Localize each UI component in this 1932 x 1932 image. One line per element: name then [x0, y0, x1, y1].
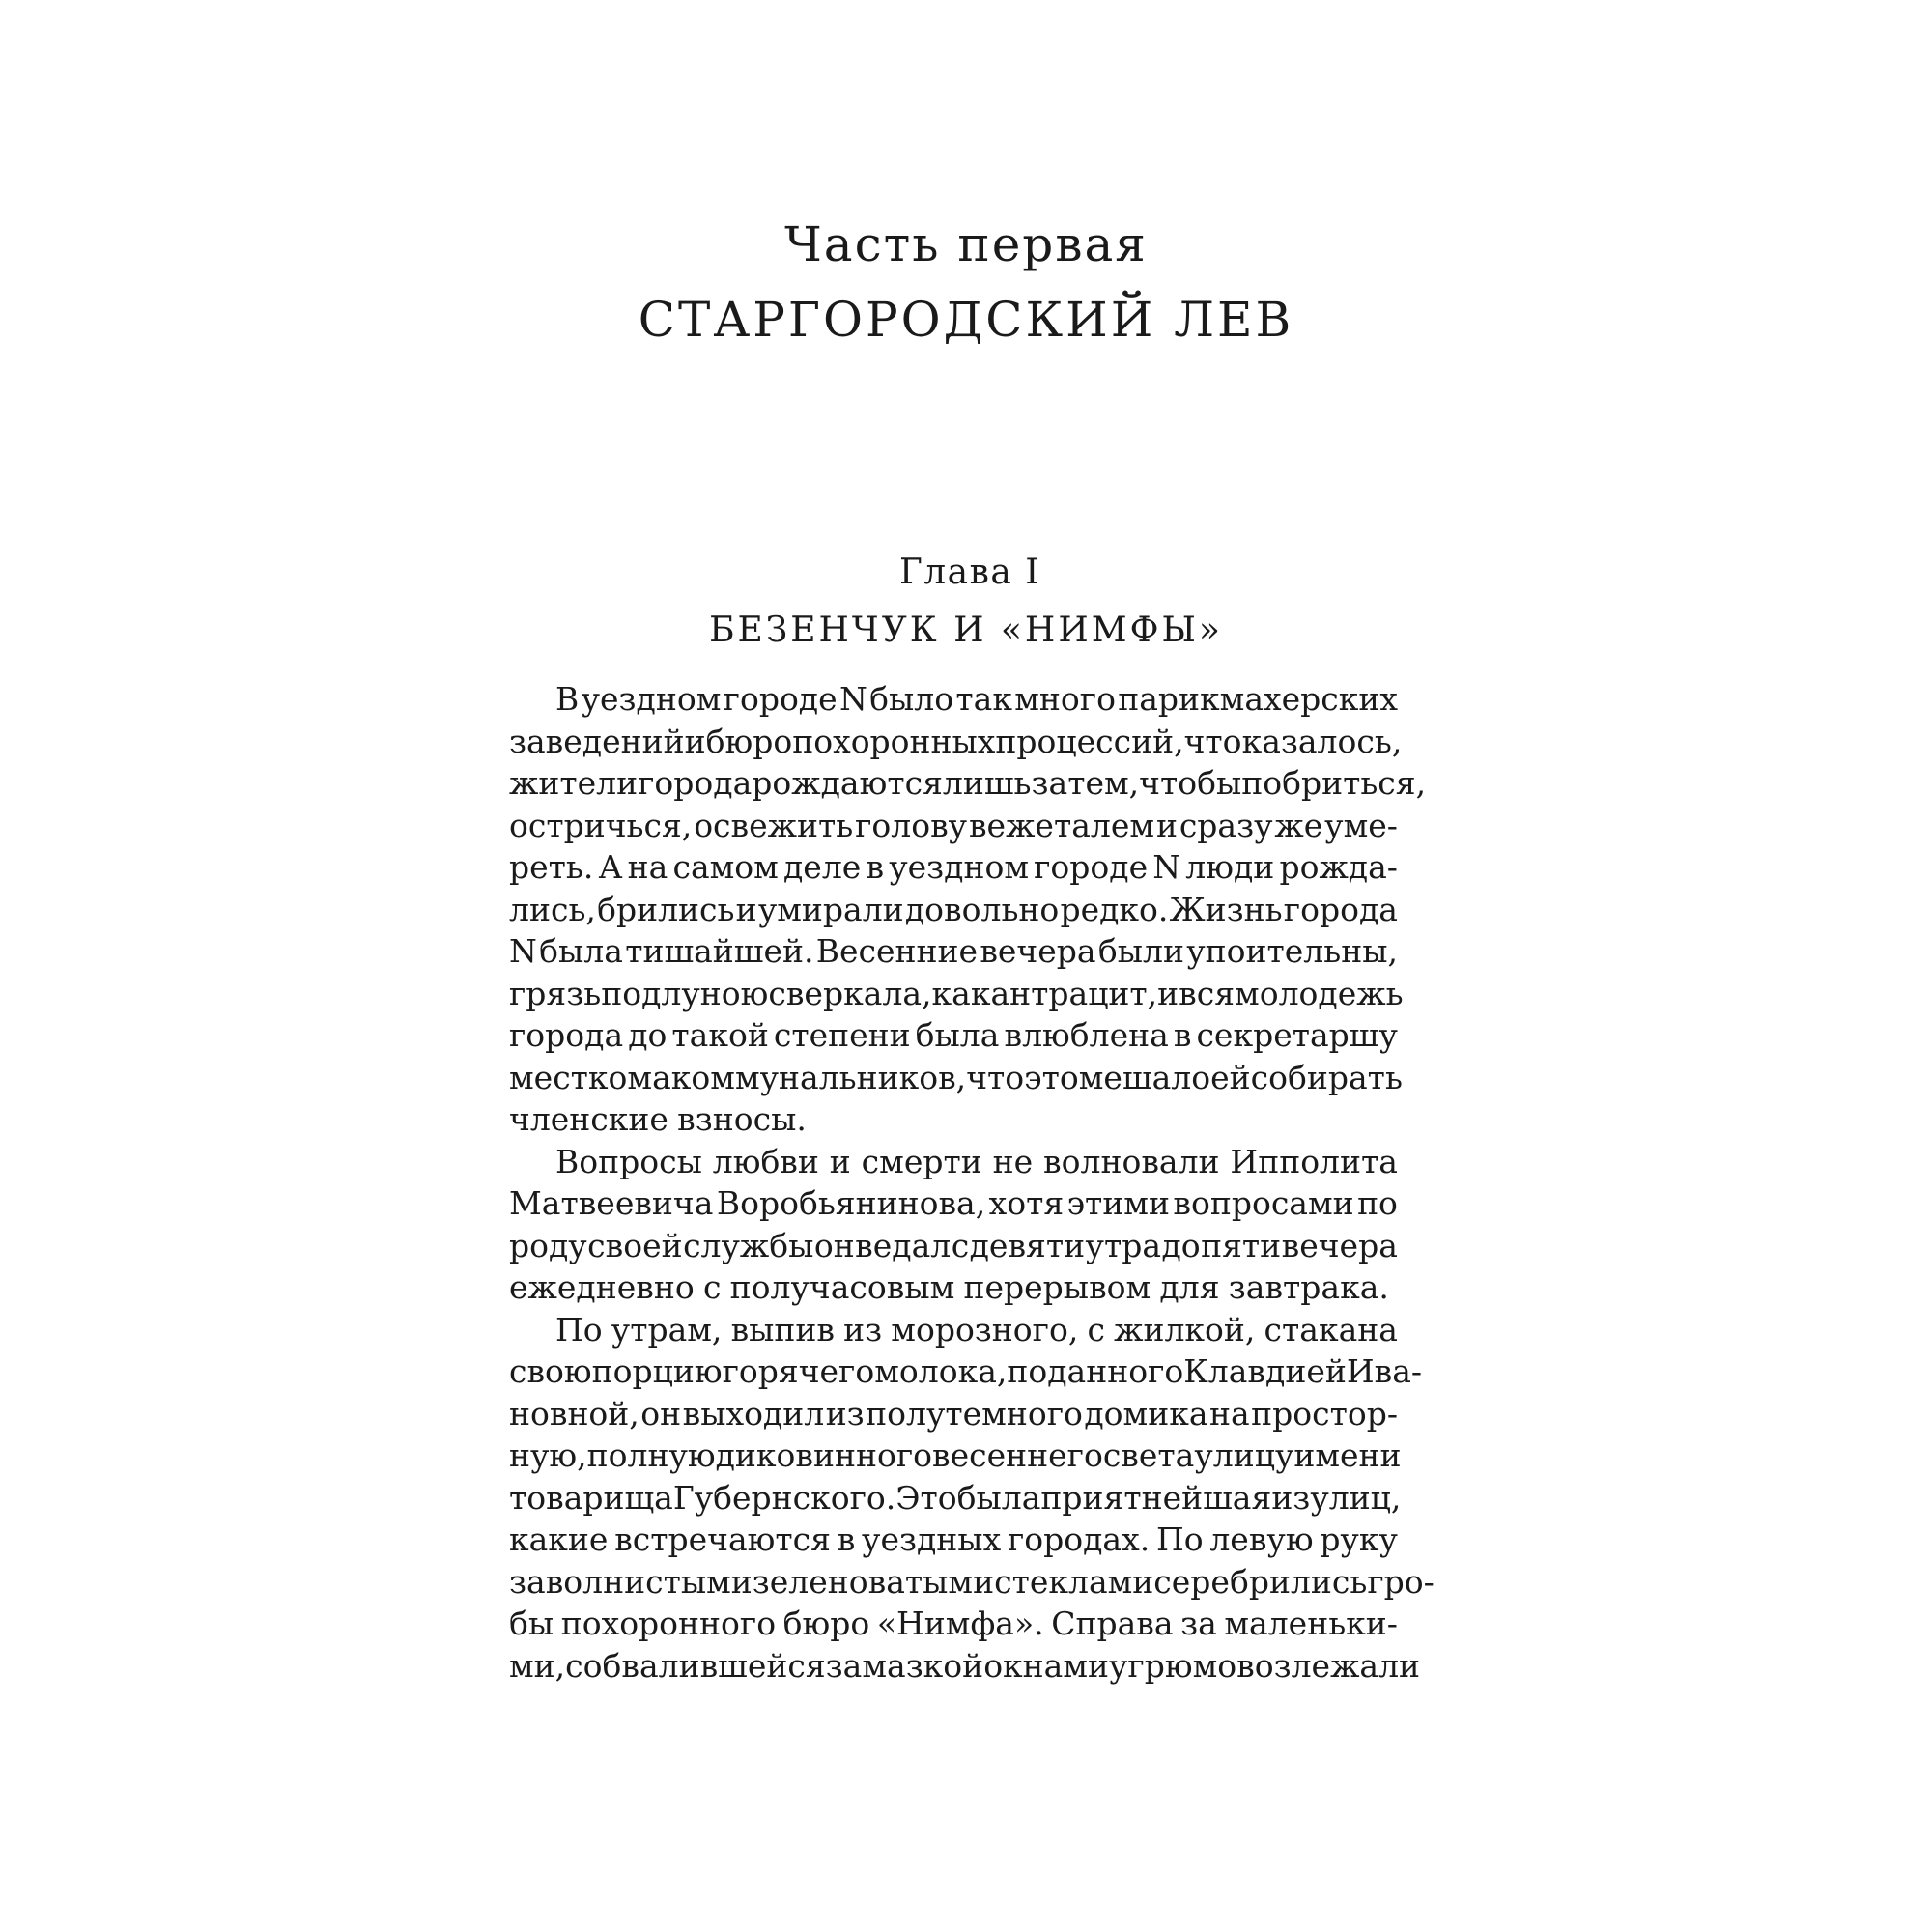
word: Ипполита: [1230, 1142, 1398, 1180]
word: по: [1357, 1184, 1398, 1222]
word: поданного: [1007, 1352, 1184, 1390]
word: и: [829, 1142, 851, 1180]
word: порцию: [591, 1352, 723, 1390]
word: в: [837, 1520, 856, 1558]
word: сразу: [1179, 806, 1273, 844]
word: В: [555, 680, 580, 718]
word: Ива-: [1346, 1352, 1423, 1390]
word: была: [539, 932, 623, 970]
word: выходил: [682, 1394, 825, 1433]
text-line: [509, 762, 1427, 805]
word: вопросами: [1173, 1184, 1354, 1222]
word: брились: [597, 890, 735, 928]
word: была: [915, 1016, 1000, 1054]
word: домика: [1084, 1394, 1208, 1433]
word: похоронных: [792, 722, 996, 760]
word: серебрились: [1153, 1562, 1368, 1601]
word: он: [813, 1226, 855, 1264]
word: свою: [509, 1352, 592, 1390]
word: приятнейшая: [1040, 1478, 1272, 1517]
word: и: [735, 890, 757, 928]
text-line: [509, 1014, 1398, 1057]
word: в: [866, 848, 885, 886]
word: замазкой: [825, 1646, 984, 1685]
part-label: Часть первая: [784, 216, 1148, 272]
word: руку: [1320, 1520, 1398, 1558]
word: диковинного: [715, 1436, 933, 1474]
text-line: [509, 1393, 1398, 1435]
word: смерти: [861, 1142, 982, 1180]
word: Весенние: [815, 932, 979, 970]
word: что: [1183, 722, 1242, 760]
word: перерывом: [963, 1268, 1151, 1306]
word: секретаршу: [1196, 1016, 1398, 1054]
text-line: [509, 1182, 1398, 1225]
word: города: [638, 764, 753, 802]
word: парикмахерских: [1118, 680, 1398, 718]
word: чтобы: [1139, 764, 1242, 802]
word: стеклами: [994, 1562, 1154, 1601]
word: из: [843, 1310, 883, 1349]
word: были: [1097, 932, 1184, 970]
text-line: [509, 805, 1398, 847]
word: довольно: [904, 890, 1060, 928]
word: была: [956, 1478, 1041, 1517]
word: и: [1157, 974, 1179, 1012]
text-line: [509, 1309, 1398, 1351]
part-title: СТАРГОРОДСКИЙ ЛЕВ: [638, 292, 1294, 348]
word: света: [1102, 1436, 1195, 1474]
word: возлежали: [1236, 1646, 1421, 1685]
word: вся: [1179, 974, 1236, 1012]
word: «Нимфа».: [876, 1605, 1044, 1642]
text-line: [509, 1350, 1423, 1393]
word: уездном: [581, 680, 722, 718]
text-line: [509, 1266, 1398, 1309]
word: такой: [671, 1016, 769, 1054]
word: угрюмо: [1109, 1646, 1237, 1685]
word: в: [1173, 1016, 1192, 1054]
text-line: [509, 1519, 1398, 1561]
word: тишайшей.: [625, 932, 814, 970]
chapter-title: БЕЗЕНЧУК И «НИМФЫ»: [709, 611, 1223, 650]
word: с: [1087, 1310, 1105, 1349]
word: бюро: [705, 722, 793, 760]
word: затем,: [1031, 764, 1140, 802]
word: завтрака.: [1228, 1268, 1389, 1306]
text-line: [509, 846, 1398, 889]
text-line: [509, 1603, 1398, 1645]
word: утра: [1085, 1226, 1162, 1264]
word: вечера: [1281, 1226, 1398, 1264]
word: из: [825, 1394, 865, 1433]
text-line: [509, 1435, 1402, 1477]
word: окнами: [983, 1646, 1110, 1685]
word: ежедневно: [509, 1268, 695, 1306]
word: до: [1161, 1226, 1201, 1264]
word: гро-: [1367, 1562, 1435, 1601]
word: пяти: [1201, 1226, 1282, 1264]
word: весеннего: [932, 1436, 1103, 1474]
word: лишь: [942, 764, 1032, 802]
word: улиц,: [1310, 1478, 1402, 1517]
word: простор-: [1251, 1394, 1398, 1433]
word: антрацит,: [990, 974, 1158, 1012]
word: сверкала,: [768, 974, 932, 1012]
word: А: [598, 848, 623, 886]
word: города: [509, 1016, 624, 1054]
word: ми,: [509, 1646, 566, 1685]
chapter-label: Глава I: [898, 553, 1041, 592]
word: рождаются: [752, 764, 943, 802]
word: хотя: [988, 1184, 1065, 1222]
text-line: [509, 1645, 1421, 1688]
word: своей: [587, 1226, 683, 1264]
word: зеленоватыми: [752, 1562, 995, 1601]
word: так: [955, 680, 1012, 718]
word: молодежь: [1235, 974, 1404, 1012]
word: не: [992, 1142, 1034, 1180]
word: остричься,: [509, 806, 693, 844]
word: это: [1024, 1058, 1079, 1096]
word: Матвеевича: [509, 1184, 714, 1222]
word: месткома: [509, 1058, 671, 1096]
word: лись,: [509, 890, 596, 928]
word: уездных: [862, 1520, 1002, 1558]
word: городе: [1034, 848, 1149, 886]
word: девяти: [969, 1226, 1086, 1264]
word: городах.: [1007, 1520, 1151, 1558]
word: Клавдией: [1183, 1352, 1347, 1390]
word: товарища: [509, 1478, 673, 1517]
word: редко.: [1060, 890, 1169, 928]
word: мешало: [1078, 1058, 1211, 1096]
word: Это: [895, 1478, 957, 1517]
text-line: [509, 1477, 1402, 1520]
word: самом: [672, 848, 779, 886]
word: и: [684, 722, 706, 760]
word: полутемного: [866, 1394, 1083, 1433]
word: жилкой,: [1114, 1310, 1256, 1349]
word: получасовым: [729, 1268, 955, 1306]
word: вечера: [980, 932, 1096, 970]
word: было: [869, 680, 954, 718]
word: горячего: [722, 1352, 875, 1390]
word: встречаются: [614, 1520, 831, 1558]
word: этими: [1066, 1184, 1170, 1222]
word: утрам,: [611, 1310, 723, 1349]
word: собирать: [1250, 1058, 1403, 1096]
word: ей: [1210, 1058, 1251, 1096]
word: полную: [586, 1436, 716, 1474]
word: вежеталем: [968, 806, 1155, 844]
word: города: [1283, 890, 1398, 928]
word: обвалившейся: [582, 1646, 826, 1685]
text-line: [509, 889, 1398, 931]
word: улицу: [1194, 1436, 1294, 1474]
word: на: [1208, 1394, 1250, 1433]
word: коммунальников,: [670, 1058, 967, 1096]
word: грязь: [509, 974, 602, 1012]
word: за: [509, 1562, 546, 1601]
word: с: [702, 1268, 722, 1306]
word: реть.: [509, 848, 594, 886]
word: волнистыми: [545, 1562, 753, 1601]
word: Губернского.: [672, 1478, 896, 1517]
word: роду: [509, 1226, 587, 1264]
word: бюро: [782, 1605, 870, 1642]
text-line: [509, 973, 1404, 1015]
word: стакана: [1264, 1310, 1398, 1349]
word: службы: [683, 1226, 814, 1264]
word: бы: [509, 1605, 554, 1642]
word: похоронного: [560, 1605, 777, 1642]
word: По: [1155, 1520, 1204, 1558]
word: городе: [723, 680, 838, 718]
word: побриться,: [1241, 764, 1427, 802]
word: деле: [782, 848, 862, 886]
word: до: [628, 1016, 668, 1054]
word: имени: [1293, 1436, 1402, 1474]
word: из: [1271, 1478, 1311, 1517]
word: N: [509, 932, 537, 970]
text-line: [509, 721, 1403, 763]
body-text: [509, 678, 1435, 1687]
word: N: [838, 680, 867, 718]
text-line: [509, 1057, 1403, 1099]
word: он: [640, 1394, 682, 1433]
text-line: [509, 1098, 1398, 1141]
text-line: [509, 930, 1398, 973]
word: По: [555, 1310, 603, 1349]
word: жители: [509, 764, 639, 802]
text-line: [509, 1561, 1435, 1604]
word: как: [931, 974, 991, 1012]
word: заведений: [509, 722, 685, 760]
word: упоительны,: [1186, 932, 1398, 970]
word: Справа: [1051, 1605, 1174, 1642]
word: любви: [712, 1142, 819, 1180]
word: ведал: [855, 1226, 952, 1264]
word: процессий,: [995, 722, 1184, 760]
word: взносы.: [677, 1100, 807, 1138]
word: какие: [509, 1520, 609, 1558]
word: N: [1152, 848, 1181, 886]
word: молока,: [874, 1352, 1008, 1390]
word: ную,: [509, 1436, 587, 1474]
word: новной,: [509, 1394, 639, 1433]
word: же: [1274, 806, 1323, 844]
word: степени: [773, 1016, 911, 1054]
word: волновали: [1043, 1142, 1220, 1180]
word: и: [1155, 806, 1178, 844]
word: освежить: [694, 806, 854, 844]
word: Вопросы: [555, 1142, 702, 1180]
word: влюблена: [1004, 1016, 1169, 1054]
word: уездном: [889, 848, 1029, 886]
word: на: [627, 848, 668, 886]
word: голову: [855, 806, 968, 844]
word: с: [951, 1226, 970, 1264]
word: маленьки-: [1224, 1605, 1398, 1642]
word: что: [966, 1058, 1025, 1096]
word: выпив: [730, 1310, 835, 1349]
word: уме-: [1324, 806, 1398, 844]
word: за: [1180, 1605, 1217, 1642]
word: казалось,: [1241, 722, 1403, 760]
word: Воробьянинова,: [716, 1184, 986, 1222]
word: членские: [509, 1100, 668, 1138]
word: умирали: [757, 890, 904, 928]
text-line: [509, 678, 1398, 721]
word: морозного,: [891, 1310, 1079, 1349]
word: левую: [1209, 1520, 1314, 1558]
word: с: [565, 1646, 583, 1685]
word: для: [1159, 1268, 1220, 1306]
word: луною: [661, 974, 769, 1012]
text-line: [509, 1225, 1398, 1267]
word: рожда-: [1279, 848, 1398, 886]
word: под: [601, 974, 662, 1012]
word: люди: [1185, 848, 1275, 886]
word: много: [1014, 680, 1116, 718]
text-line: [509, 1141, 1398, 1183]
word: Жизнь: [1169, 890, 1283, 928]
